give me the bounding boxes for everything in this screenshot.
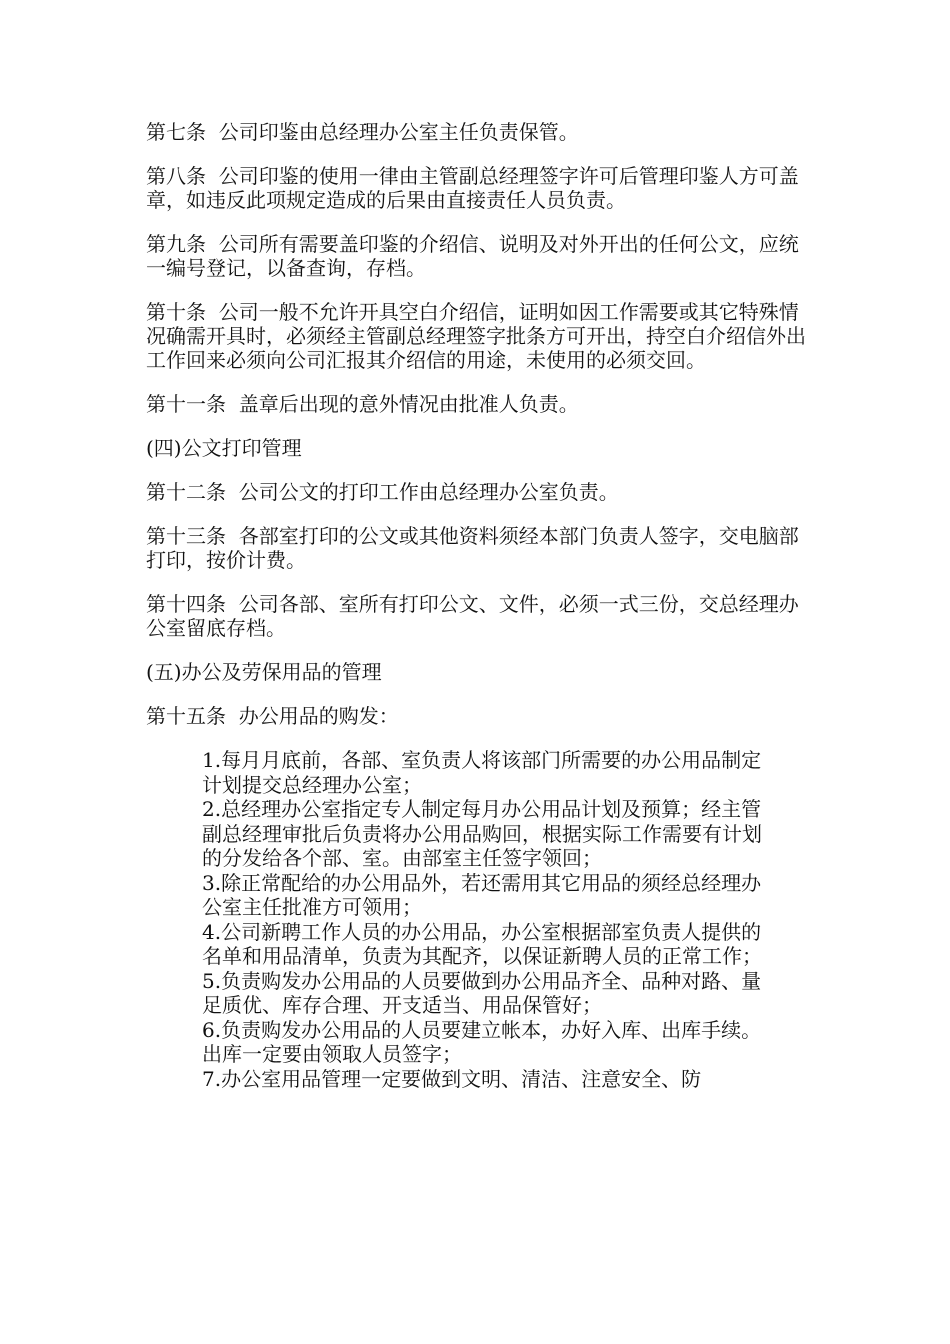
list-item: 7.办公室用品管理一定要做到文明、清洁、注意安全、防 [202,1066,702,1091]
article-13: 第十三条 各部室打印的公文或其他资料须经本部门负责人签字，交电脑部打印，按价计费。 [146,524,799,572]
article-11: 第十一条 盖章后出现的意外情况由批准人负责。 [146,392,579,416]
document-body [146,120,816,1091]
list-item: 1.每月月底前，各部、室负责人将该部门所需要的办公用品制定计划提交总经理办公室； [202,748,762,797]
list-item: 2.总经理办公室指定专人制定每月办公用品计划及预算；经主管副总经理审批后负责将办公用品购回，根据实际工作需要有计划的分发给各个部、室。由部室主任签字领回； [202,797,762,870]
article-7: 第七条 公司印鉴由总经理办公室主任负责保管。 [146,120,579,144]
article-9: 第九条 公司所有需要盖印鉴的介绍信、说明及对外开出的任何公文，应统一编号登记，以备查询，存档。 [146,232,799,280]
office-supplies-list [146,748,762,1091]
article-12: 第十二条 公司公文的打印工作由总经理办公室负责。 [146,480,619,504]
list-item: 3.除正常配给的办公用品外，若还需用其它用品的须经总经理办公室主任批准方可领用； [202,870,762,919]
article-10: 第十条 公司一般不允许开具空白介绍信，证明如因工作需要或其它特殊情况确需开具时，必须经主管副总经理签字批条方可开出，持空白介绍信外出工作回来必须向公司汇报其介绍信的用途，未使用的必须交回。 [146,300,806,372]
list-item: 6.负责购发办公用品的人员要建立帐本，办好入库、出库手续。出库一定要由领取人员签字； [202,1017,762,1066]
list-item: 5.负责购发办公用品的人员要做到办公用品齐全、品种对路、量足质优、库存合理、开支适当、用品保管好； [202,968,762,1017]
section-5-heading: (五)办公及劳保用品的管理 [146,660,382,684]
article-8: 第八条 公司印鉴的使用一律由主管副总经理签字许可后管理印鉴人方可盖章，如违反此项规定造成的后果由直接责任人员负责。 [146,164,799,212]
article-15-title: 第十五条 办公用品的购发： [146,704,399,728]
article-14: 第十四条 公司各部、室所有打印公文、文件，必须一式三份，交总经理办公室留底存档。 [146,592,799,640]
list-item: 4.公司新聘工作人员的办公用品，办公室根据部室负责人提供的名单和用品清单，负责为其配齐，以保证新聘人员的正常工作； [202,919,762,968]
section-4-heading: (四)公文打印管理 [146,436,302,460]
